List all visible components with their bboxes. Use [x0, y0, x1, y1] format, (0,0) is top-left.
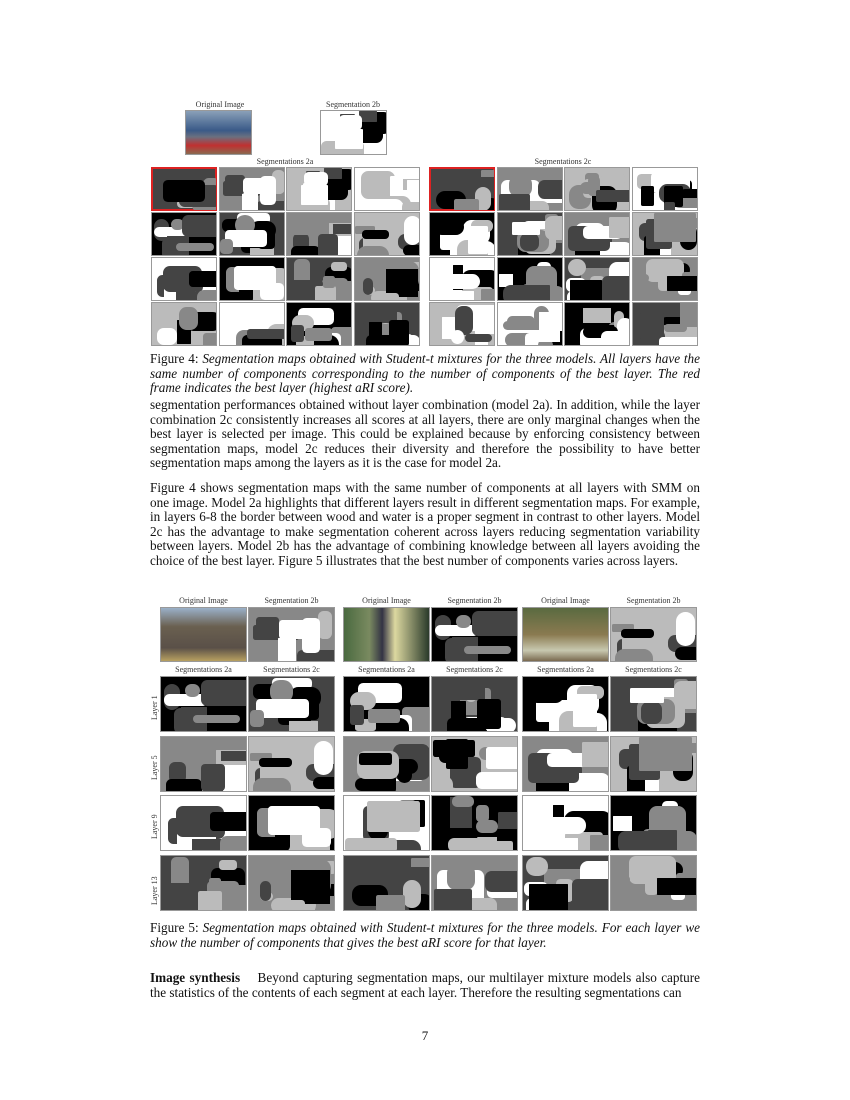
fig5-2c-map [431, 795, 518, 851]
fig4-label-seg2b: Segmentation 2b [326, 100, 380, 109]
fig4-2c-map [497, 167, 563, 211]
fig5-2a-map [522, 736, 609, 792]
fig5-label-original: Original Image [362, 596, 411, 605]
fig4-2a-map [286, 257, 352, 301]
fig5-label-seg2a: Segmentations 2a [537, 665, 594, 674]
image-synthesis-paragraph [150, 971, 700, 1000]
fig5-original-image [343, 607, 430, 662]
figure4-caption [150, 352, 700, 396]
fig4-2c-map [632, 302, 698, 346]
fig4-2c-map [564, 302, 630, 346]
fig4-2a-map [286, 212, 352, 256]
fig5-original-image [522, 607, 609, 662]
fig4-label-original: Original Image [195, 100, 245, 109]
fig4-2a-map [151, 167, 217, 211]
caption-label: Figure 4: [150, 351, 199, 366]
caption-label: Figure 5: [150, 920, 199, 935]
fig5-2a-map [343, 795, 430, 851]
fig4-2a-map [354, 212, 420, 256]
fig5-2a-map [343, 676, 430, 732]
fig5-2c-map [248, 736, 335, 792]
fig4-2c-map [429, 212, 495, 256]
fig4-2a-map [219, 302, 285, 346]
fig5-label-seg2c: Segmentations 2c [625, 665, 682, 674]
figure5-caption [150, 921, 700, 950]
caption-text: Segmentation maps obtained with Student-t mixtures for the three models. For each layer we show the number of components that gives the best aRI score for that layer. [150, 920, 701, 950]
fig5-2a-map [343, 855, 430, 911]
fig5-original-image [160, 607, 247, 662]
fig4-2a-map [354, 302, 420, 346]
fig4-2a-map [286, 302, 352, 346]
fig5-2c-map [431, 736, 518, 792]
fig4-2a-map [354, 257, 420, 301]
fig5-2a-map [522, 855, 609, 911]
fig4-2c-map [564, 257, 630, 301]
fig4-2c-map [429, 257, 495, 301]
fig5-layer-label: Layer 5 [150, 754, 159, 780]
fig5-2c-map [610, 795, 697, 851]
fig5-label-seg2b: Segmentation 2b [626, 596, 681, 605]
fig5-seg2b-map [431, 607, 518, 662]
fig5-2a-map [160, 676, 247, 732]
fig4-label-seg2c: Segmentations 2c [534, 157, 592, 166]
fig5-2a-map [522, 676, 609, 732]
fig4-2c-map [429, 302, 495, 346]
fig4-2c-map [564, 167, 630, 211]
fig5-layer-label: Layer 1 [150, 695, 159, 720]
fig4-2a-map [151, 302, 217, 346]
fig4-2c-map [564, 212, 630, 256]
fig5-2a-map [343, 736, 430, 792]
fig4-2c-map [497, 302, 563, 346]
fig4-2a-map [151, 212, 217, 256]
fig5-2a-map [522, 795, 609, 851]
paragraph-2: Figure 4 shows segmentation maps with the same number of components at all layers with SMM on one image. Model 2a highlights that different layers result in different segmentation maps. For example, in layers 6-8 the border between wood and water is a proper segment in contrast to other layers. Model 2c has the advantage to make segmentation coherent across layers reducing segmentation variability between layers. Model 2b has the advantage of combining knowledge between all layers avoiding the choice of the best layer. Figure 5 illustrates that the best number of components varies across layers. [150, 480, 700, 568]
fig5-label-original: Original Image [541, 596, 590, 605]
fig5-label-seg2b: Segmentation 2b [264, 596, 319, 605]
fig4-2c-map [632, 212, 698, 256]
fig5-seg2b-map [610, 607, 697, 662]
fig5-label-seg2c: Segmentations 2c [263, 665, 320, 674]
fig4-2c-map [632, 167, 698, 211]
fig5-label-seg2b: Segmentation 2b [447, 596, 502, 605]
section-text: Beyond capturing segmentation maps, our multilayer mixture models also capture the statistics of the contents of each segment at each layer. Therefore the resulting segmentations can [150, 970, 701, 1000]
fig5-layer-label: Layer 13 [150, 875, 159, 905]
paragraph-1: segmentation performances obtained without layer combination (model 2a). In addition, while the layer combination 2c consistently increases all scores at all layers, there are only marginal changes when the best layer is selected per image. This could be explained because by enforcing consistency between segmentation maps, model 2c reduces their diversity and therefore the possibility to have better segmentation maps among the layers as it is the case for model 2a. [150, 397, 700, 471]
fig5-2c-map [248, 676, 335, 732]
fig5-2c-map [248, 855, 335, 911]
fig4-2a-map [151, 257, 217, 301]
fig4-original-image [185, 110, 252, 155]
fig4-2c-map [429, 167, 495, 211]
fig5-2c-map [431, 676, 518, 732]
fig4-2c-map [497, 212, 563, 256]
fig4-2c-map [632, 257, 698, 301]
fig5-label-original: Original Image [179, 596, 228, 605]
fig5-2a-map [160, 795, 247, 851]
fig4-2c-map [497, 257, 563, 301]
fig5-2c-map [431, 855, 518, 911]
fig5-2c-map [248, 795, 335, 851]
section-heading: Image synthesis [150, 970, 241, 985]
fig5-label-seg2c: Segmentations 2c [446, 665, 503, 674]
fig5-label-seg2a: Segmentations 2a [175, 665, 232, 674]
fig4-2a-map [219, 167, 285, 211]
fig5-layer-label: Layer 9 [150, 814, 159, 839]
fig5-seg2b-map [248, 607, 335, 662]
page-number: 7 [421, 1028, 429, 1043]
fig4-seg2b-map [320, 110, 387, 155]
fig4-2a-map [219, 212, 285, 256]
fig5-2c-map [610, 736, 697, 792]
fig5-2c-map [610, 676, 697, 732]
fig5-2a-map [160, 736, 247, 792]
fig4-2a-map [354, 167, 420, 211]
fig4-2a-map [219, 257, 285, 301]
caption-text: Segmentation maps obtained with Student-t mixtures for the three models. All layers have the same number of components corresponding to the number of components of the best layer. The red frame indicates the best layer (highest aRI score). [150, 351, 700, 396]
fig5-label-seg2a: Segmentations 2a [358, 665, 415, 674]
fig5-2c-map [610, 855, 697, 911]
fig4-label-seg2a: Segmentations 2a [256, 157, 314, 166]
fig5-2a-map [160, 855, 247, 911]
fig4-2a-map [286, 167, 352, 211]
